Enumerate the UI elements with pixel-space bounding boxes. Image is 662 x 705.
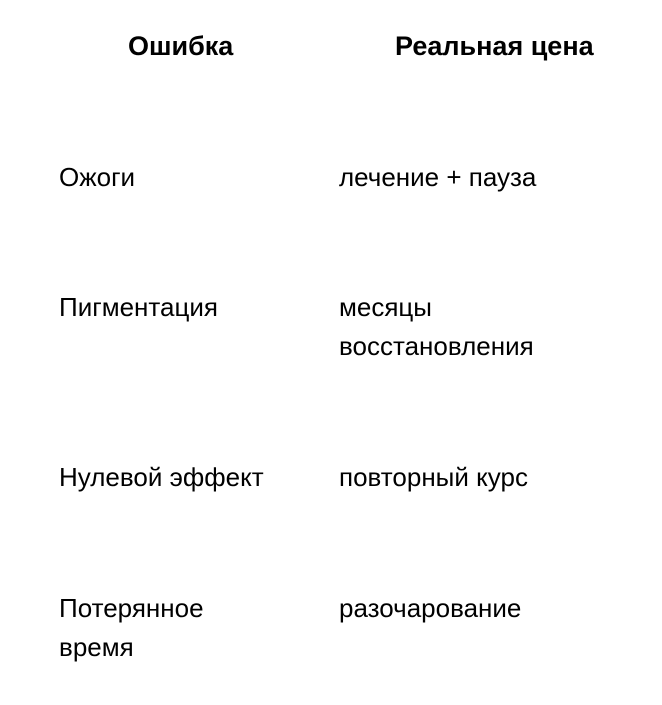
table-cell-mistake: Потерянное время xyxy=(59,593,204,662)
column-header-real-cost: Реальная цена xyxy=(395,31,594,61)
table-cell-mistake: Пигментация xyxy=(59,292,218,322)
table-cell-cost: месяцы восстановления xyxy=(339,292,534,361)
table-cell-mistake: Нулевой эффект xyxy=(59,462,264,492)
table-cell-cost: разочарование xyxy=(339,593,522,623)
table-cell-cost: повторный курс xyxy=(339,462,528,492)
table-cell-mistake: Ожоги xyxy=(59,162,136,192)
column-header-mistake: Ошибка xyxy=(128,31,234,61)
table-cell-cost: лечение + пауза xyxy=(339,162,537,192)
